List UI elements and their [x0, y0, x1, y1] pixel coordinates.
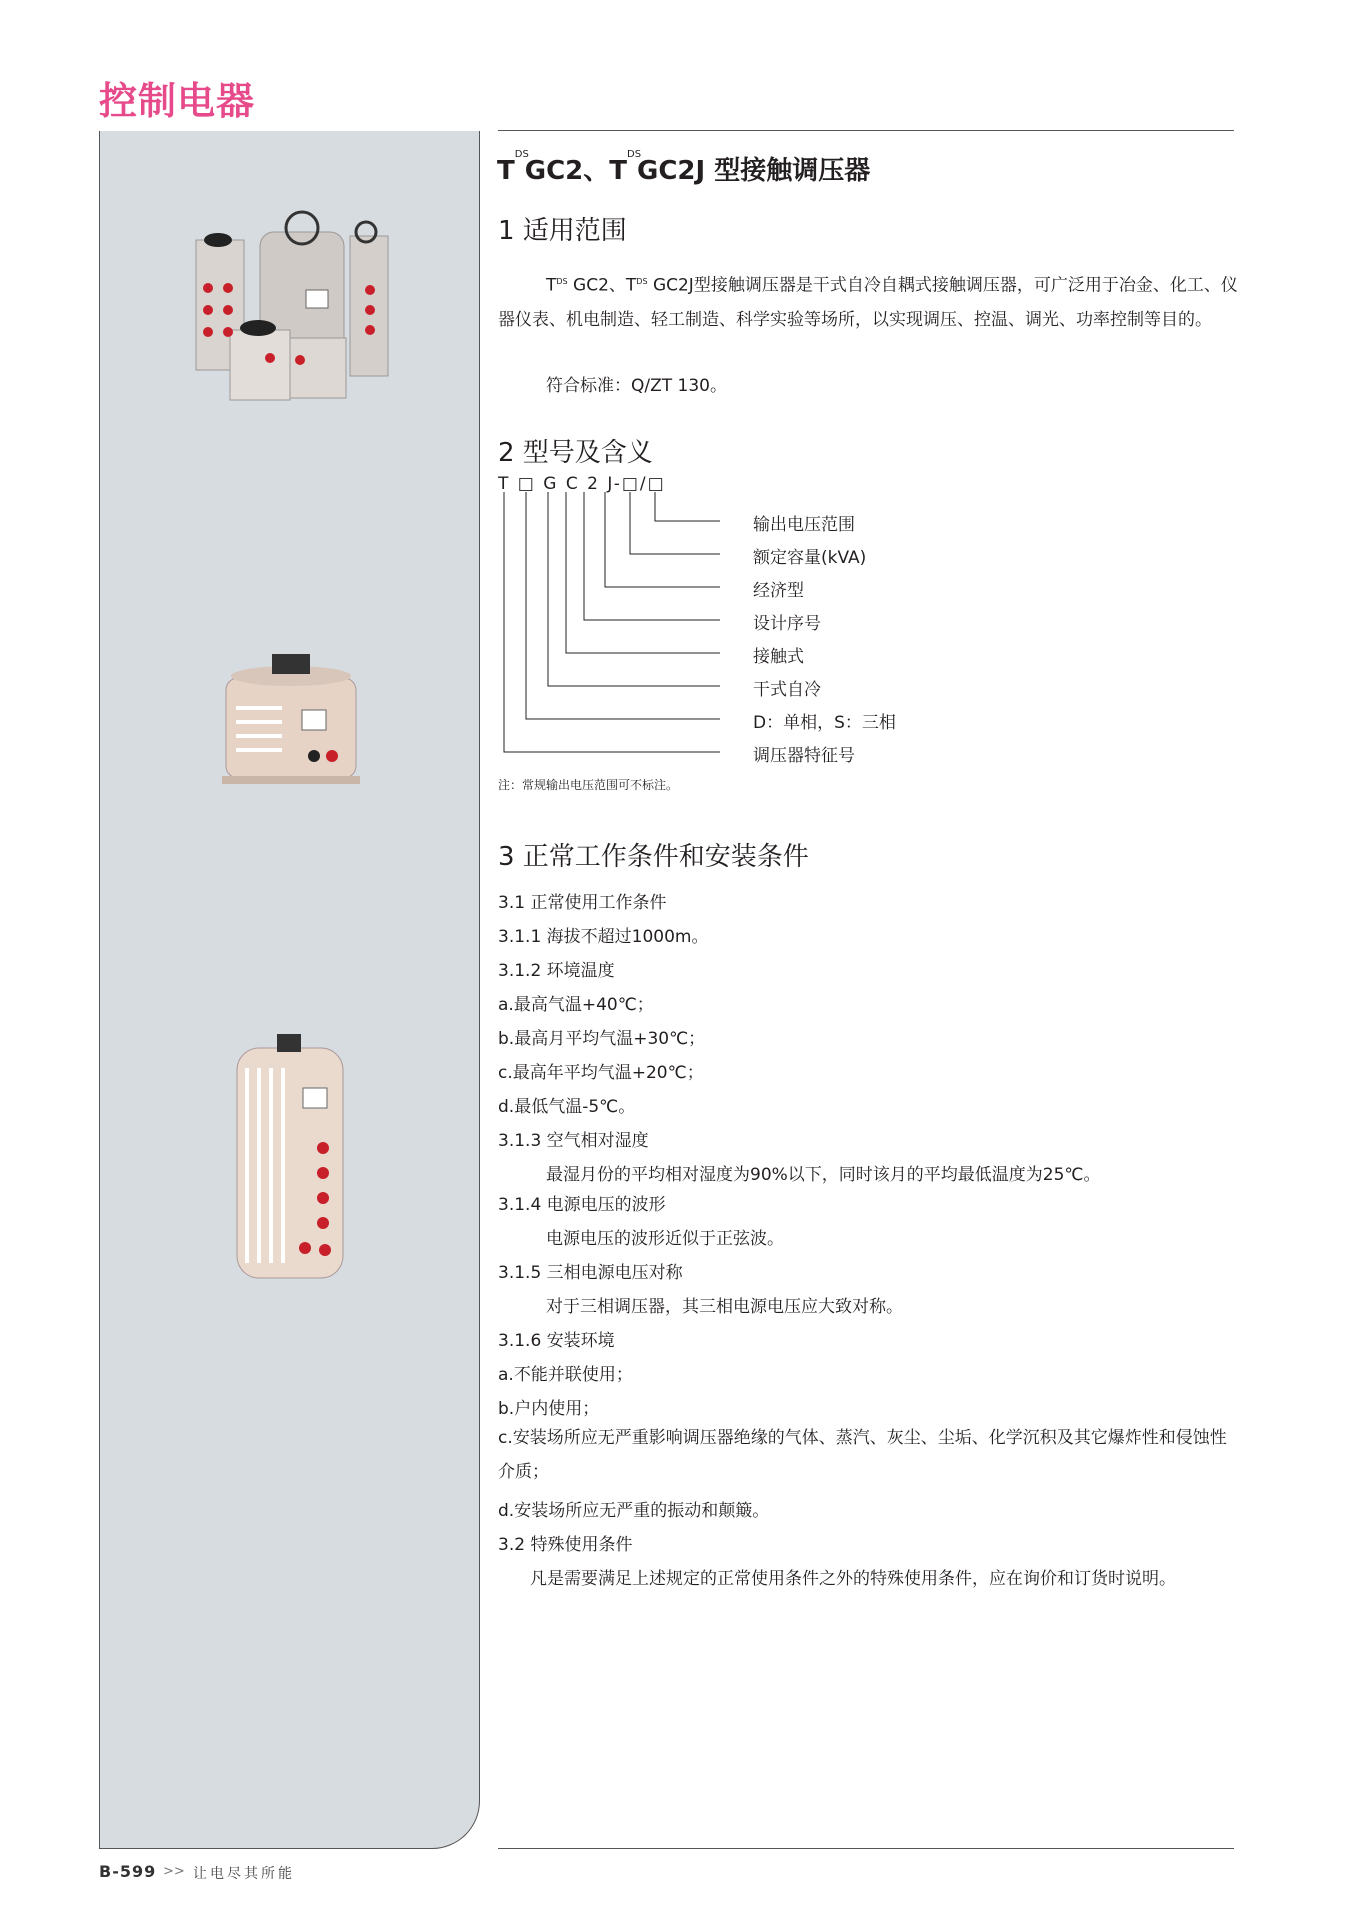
humidity-text: 最湿月份的平均相对湿度为90%以下，同时该月的平均最低温度为25℃。 [546, 1165, 1101, 1185]
three-phase-regulator-image [233, 1028, 348, 1283]
wave-text: 电源电压的波形近似于正弦波。 [546, 1229, 784, 1249]
footer-slogan: 让电尽其所能 [193, 1866, 295, 1882]
code-label-phase: D：单相，S：三相 [753, 713, 896, 733]
code-label-feature-code: 调压器特征号 [753, 746, 855, 766]
model-code-diagram [498, 490, 748, 760]
code-label-output-voltage: 输出电压范围 [753, 515, 855, 535]
model-code: T □ G C 2 J-□/□ [498, 474, 666, 494]
code-label-dry-cooling: 干式自冷 [753, 680, 821, 700]
code-label-design-number: 设计序号 [753, 614, 821, 634]
condition-line: b.最高月平均气温+30℃； [498, 1029, 706, 1049]
section-3-heading: 3 正常工作条件和安装条件 [498, 842, 809, 872]
environment-title: 3.1.6 安装环境 [498, 1331, 615, 1351]
special-title: 3.2 特殊使用条件 [498, 1535, 633, 1555]
code-label-economy: 经济型 [753, 581, 804, 601]
bottom-divider [498, 1848, 1234, 1849]
environment-d: d.安装场所应无严重的振动和颠簸。 [498, 1501, 770, 1521]
condition-line: 3.1.3 空气相对湿度 [498, 1131, 649, 1151]
product-title: $T^{DS}GC2$、$T^{DS}GC2J$ 型接触调压器 [497, 149, 871, 186]
section-1-heading: 1 适用范围 [498, 216, 627, 246]
symmetry-title: 3.1.5 三相电源电压对称 [498, 1263, 683, 1283]
code-label-rated-capacity: 额定容量(kVA) [753, 548, 867, 568]
condition-line: a.最高气温+40℃； [498, 995, 654, 1015]
model-note: 注：常规输出电压范围可不标注。 [498, 778, 679, 792]
environment-b: b.户内使用； [498, 1399, 600, 1419]
code-label-contact-type: 接触式 [753, 647, 804, 667]
footer-arrows: >> [163, 1864, 185, 1879]
condition-line: 3.1.1 海拔不超过1000m。 [498, 927, 709, 947]
wave-title: 3.1.4 电源电压的波形 [498, 1195, 666, 1215]
single-phase-regulator-image [222, 648, 362, 788]
special-text: 凡是需要满足上述规定的正常使用条件之外的特殊使用条件，应在询价和订货时说明。 [530, 1569, 1176, 1589]
environment-c: c.安装场所应无严重影响调压器绝缘的气体、蒸汽、灰尘、尘垢、化学沉积及其它爆炸性和侵蚀性介质； [498, 1428, 1227, 1482]
product-group-image [190, 210, 390, 410]
condition-line: 3.1.2 环境温度 [498, 961, 615, 981]
section-2-heading: 2 型号及含义 [498, 438, 653, 468]
condition-line: d.最低气温-5℃。 [498, 1097, 636, 1117]
page-number: B-599 [99, 1862, 157, 1881]
condition-line: c.最高年平均气温+20℃； [498, 1063, 704, 1083]
condition-line: 3.1 正常使用工作条件 [498, 893, 667, 913]
section-1-paragraph: $T^{DS}$ GC2、$T^{DS}$ GC2J型接触调压器是干式自冷自耦式接触调压器，可广泛用于冶金、化工、仪器仪表、机电制造、轻工制造、科学实验等场所，以实现调压、控温、调光、功率控制等目的。 [498, 275, 1238, 330]
environment-a: a.不能并联使用； [498, 1365, 633, 1385]
symmetry-text: 对于三相调压器，其三相电源电压应大致对称。 [546, 1297, 903, 1317]
top-divider [498, 130, 1234, 131]
category-title: 控制电器 [99, 79, 256, 123]
standard-text: 符合标准：Q/ZT 130。 [546, 376, 727, 396]
